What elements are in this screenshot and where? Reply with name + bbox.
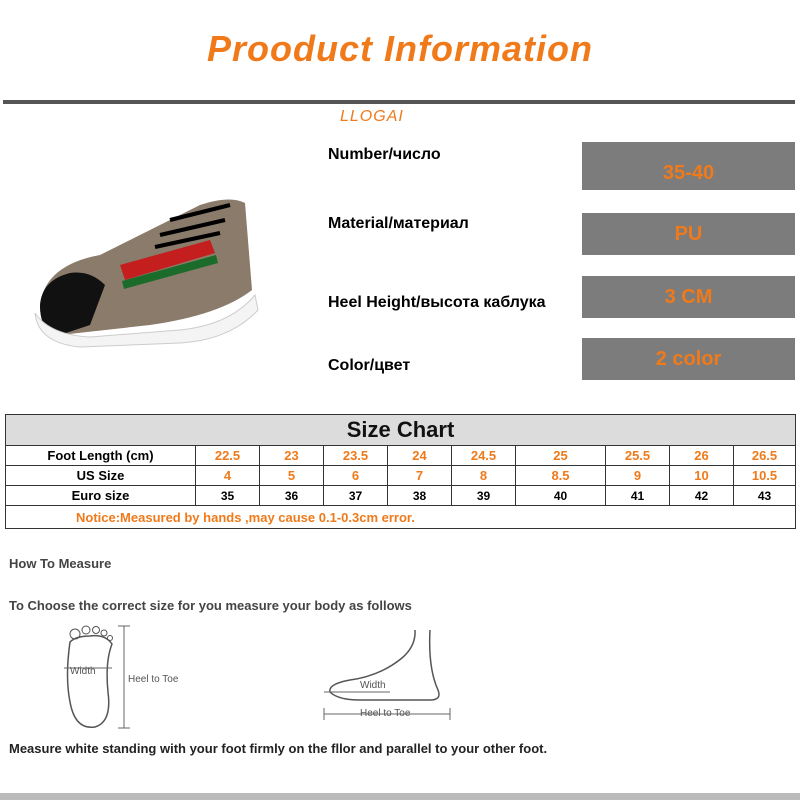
measure-instruction: To Choose the correct size for you measure your body as follows: [9, 598, 412, 613]
table-cell: 24.5: [452, 446, 516, 466]
table-row: [6, 446, 796, 466]
spec-number-value: 35-40: [582, 142, 795, 190]
foot-top-length-label: Heel to Toe: [128, 674, 179, 685]
table-cell: 41: [606, 486, 670, 506]
table-cell: 4: [196, 466, 260, 486]
spec-number-label: Number/число: [328, 146, 441, 163]
spec-material-label: Material/материал: [328, 215, 469, 232]
how-to-measure-heading: How To Measure: [9, 556, 112, 571]
row-label-euro-size: Euro size: [6, 486, 196, 506]
table-cell: 25: [516, 446, 606, 466]
bottom-divider: [0, 793, 800, 800]
table-cell: 40: [516, 486, 606, 506]
table-cell: 35: [196, 486, 260, 506]
table-cell: 7: [388, 466, 452, 486]
table-cell: 43: [734, 486, 796, 506]
table-row: [6, 486, 796, 506]
sneaker-product-image: [30, 185, 270, 355]
table-cell: 9: [606, 466, 670, 486]
spec-heel-height-label: Heel Height/высота каблука: [328, 294, 546, 311]
measurement-notice: Notice:Measured by hands ,may cause 0.1-0.3cm error.: [6, 506, 796, 529]
foot-side-length-label: Heel to Toe: [360, 708, 411, 719]
table-cell: 38: [388, 486, 452, 506]
table-cell: 37: [324, 486, 388, 506]
table-cell: 23: [260, 446, 324, 466]
table-cell: 10: [670, 466, 734, 486]
table-cell: 6: [324, 466, 388, 486]
table-cell: 36: [260, 486, 324, 506]
table-cell: 25.5: [606, 446, 670, 466]
brand-logo: LLOGAI: [340, 108, 404, 125]
size-chart-title: Size Chart: [6, 415, 796, 446]
table-cell: 10.5: [734, 466, 796, 486]
table-cell: 5: [260, 466, 324, 486]
row-label-us-size: US Size: [6, 466, 196, 486]
table-cell: 23.5: [324, 446, 388, 466]
table-cell: 39: [452, 486, 516, 506]
spec-material-value: PU: [582, 213, 795, 255]
foot-side-width-label: Width: [360, 680, 386, 691]
page-title: Prooduct Information: [207, 28, 593, 69]
table-cell: 26: [670, 446, 734, 466]
table-row: [6, 466, 796, 486]
spec-heel-height-value: 3 CM: [582, 276, 795, 318]
table-cell: 26.5: [734, 446, 796, 466]
table-cell: 22.5: [196, 446, 260, 466]
size-chart-table: [5, 414, 796, 529]
table-cell: 42: [670, 486, 734, 506]
title-divider: [3, 100, 795, 104]
spec-color-label: Color/цвет: [328, 357, 411, 374]
measure-bottom-note: Measure white standing with your foot firmly on the fllor and parallel to your other foot.: [9, 741, 548, 756]
foot-top-view-diagram: [50, 622, 200, 732]
row-label-foot-length: Foot Length (cm): [6, 446, 196, 466]
table-cell: 8.5: [516, 466, 606, 486]
foot-side-view-diagram: [320, 628, 460, 724]
table-cell: 24: [388, 446, 452, 466]
foot-top-width-label: Width: [70, 666, 96, 677]
spec-color-value: 2 color: [582, 338, 795, 380]
table-cell: 8: [452, 466, 516, 486]
